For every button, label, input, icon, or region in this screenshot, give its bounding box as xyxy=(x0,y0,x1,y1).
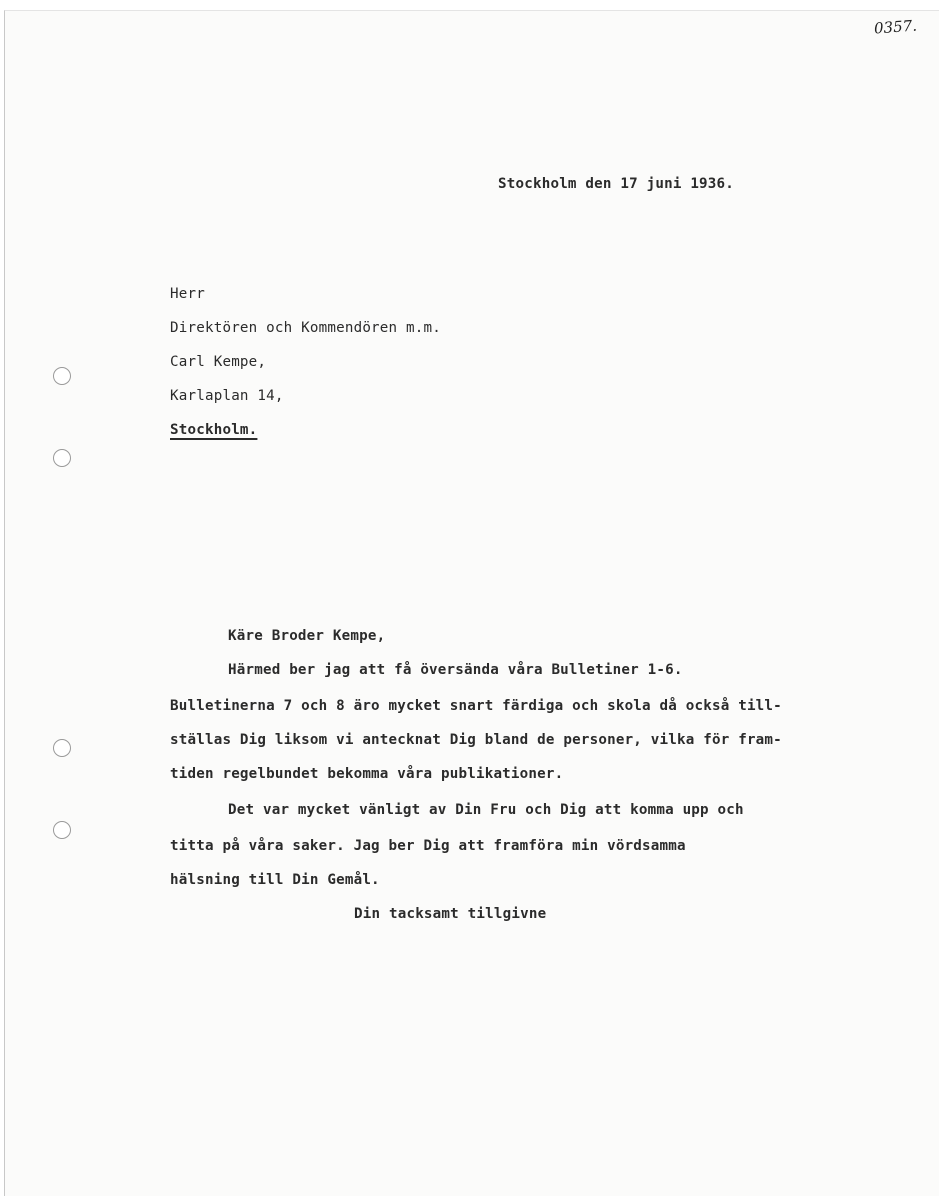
address-salutation: Herr xyxy=(170,286,205,302)
body-line: Det var mycket vänligt av Din Fru och Dig att komma upp och xyxy=(228,802,744,818)
address-name: Carl Kempe, xyxy=(170,354,267,370)
body-line: Bulletinerna 7 och 8 äro mycket snart färdiga och skola då också till- xyxy=(170,698,782,714)
closing: Din tacksamt tillgivne xyxy=(354,906,547,922)
letter-page xyxy=(4,10,939,1196)
address-titles: Direktören och Kommendören m.m. xyxy=(170,320,441,336)
address-street: Karlaplan 14, xyxy=(170,388,284,404)
punch-hole xyxy=(53,739,71,757)
greeting: Käre Broder Kempe, xyxy=(228,628,386,644)
body-line: ställas Dig liksom vi antecknat Dig bland de personer, vilka för fram- xyxy=(170,732,782,748)
body-line: tiden regelbundet bekomma våra publikationer. xyxy=(170,766,564,782)
punch-hole xyxy=(53,449,71,467)
body-line: titta på våra saker. Jag ber Dig att framföra min vördsamma xyxy=(170,838,686,854)
body-line: Härmed ber jag att få översända våra Bulletiner 1-6. xyxy=(228,662,683,678)
body-line: hälsning till Din Gemål. xyxy=(170,872,380,888)
punch-hole xyxy=(53,821,71,839)
punch-hole xyxy=(53,367,71,385)
dateline: Stockholm den 17 juni 1936. xyxy=(498,176,735,192)
archive-number: 0357. xyxy=(873,16,918,38)
address-city: Stockholm. xyxy=(170,422,258,438)
